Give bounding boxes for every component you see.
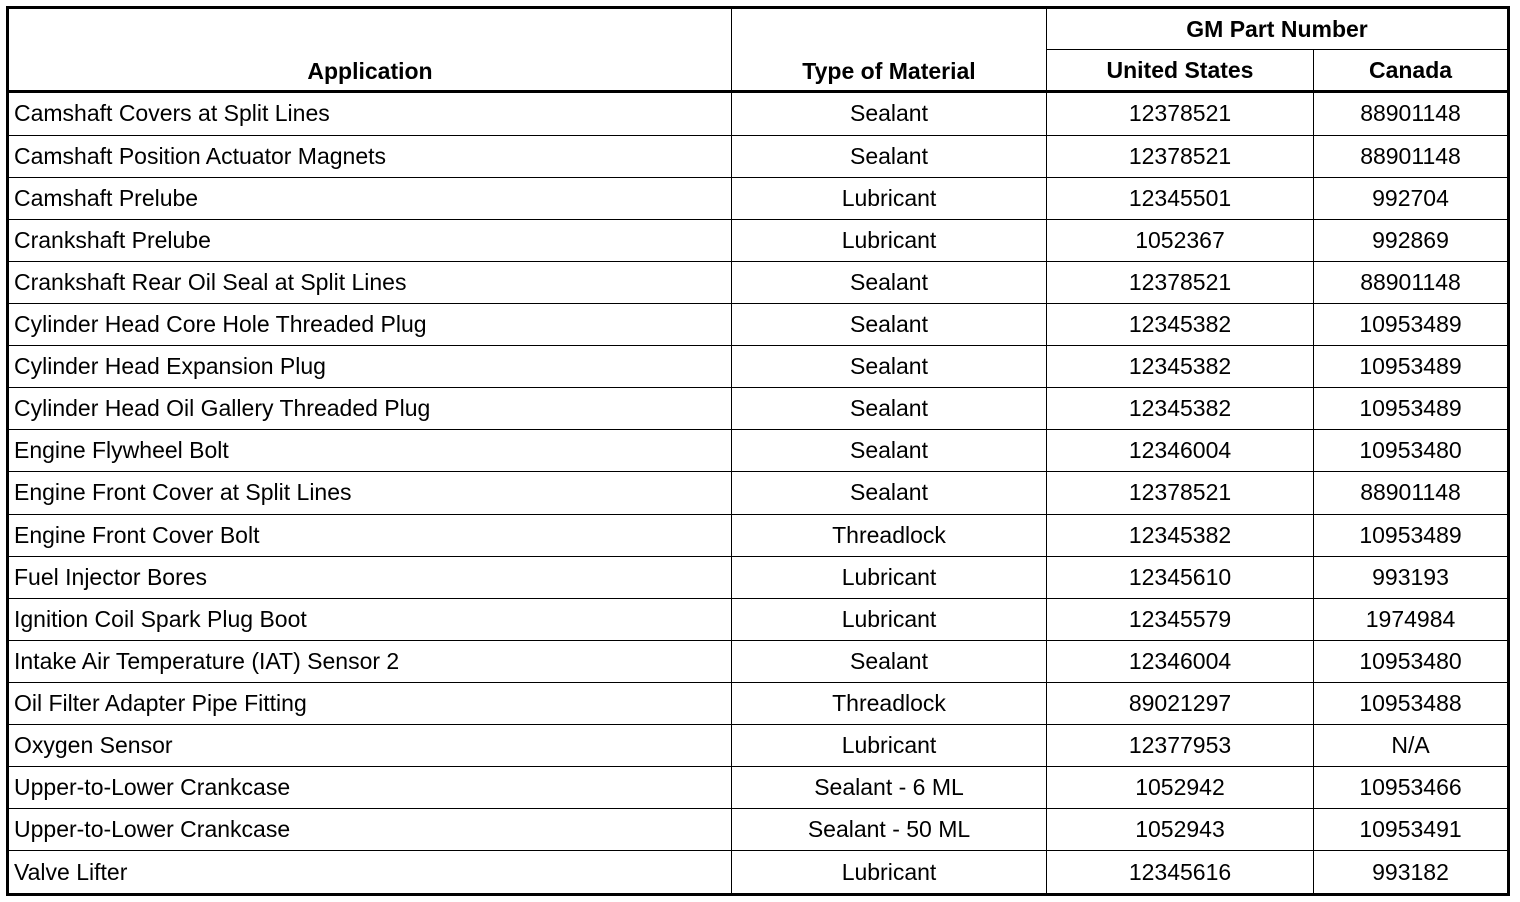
table-row [8,724,1509,766]
table-row [8,304,1509,346]
cell-us-part-number: 12345382 [1047,346,1314,388]
cell-application: Crankshaft Prelube [8,219,732,261]
table-row [8,388,1509,430]
table-row [8,556,1509,598]
cell-canada-part-number: N/A [1314,724,1509,766]
cell-us-part-number: 12345579 [1047,598,1314,640]
cell-us-part-number: 12346004 [1047,640,1314,682]
table-row [8,767,1509,809]
cell-type-of-material: Lubricant [732,851,1047,895]
cell-application: Oil Filter Adapter Pipe Fitting [8,682,732,724]
table-row [8,430,1509,472]
cell-type-of-material: Lubricant [732,177,1047,219]
cell-canada-part-number: 10953491 [1314,809,1509,851]
cell-type-of-material: Sealant [732,262,1047,304]
cell-type-of-material: Sealant [732,388,1047,430]
cell-canada-part-number: 88901148 [1314,472,1509,514]
cell-type-of-material: Sealant - 50 ML [732,809,1047,851]
cell-canada-part-number: 10953480 [1314,430,1509,472]
table-row [8,514,1509,556]
cell-us-part-number: 12345610 [1047,556,1314,598]
cell-canada-part-number: 88901148 [1314,262,1509,304]
cell-type-of-material: Sealant [732,135,1047,177]
cell-application: Engine Front Cover at Split Lines [8,472,732,514]
cell-type-of-material: Sealant - 6 ML [732,767,1047,809]
table-row [8,851,1509,895]
cell-application: Camshaft Covers at Split Lines [8,92,732,136]
sealant-lubricant-table [6,6,1510,896]
cell-us-part-number: 12377953 [1047,724,1314,766]
table-row [8,640,1509,682]
header-type-of-material: Type of Material [732,8,1047,92]
cell-application: Valve Lifter [8,851,732,895]
cell-type-of-material: Sealant [732,472,1047,514]
cell-canada-part-number: 992869 [1314,219,1509,261]
table-row [8,809,1509,851]
cell-type-of-material: Sealant [732,304,1047,346]
cell-application: Camshaft Position Actuator Magnets [8,135,732,177]
cell-us-part-number: 12345501 [1047,177,1314,219]
cell-us-part-number: 1052942 [1047,767,1314,809]
table-row [8,682,1509,724]
cell-canada-part-number: 10953466 [1314,767,1509,809]
header-united-states: United States [1047,50,1314,92]
header-application: Application [8,8,732,92]
cell-type-of-material: Sealant [732,92,1047,136]
table-row [8,177,1509,219]
cell-type-of-material: Sealant [732,346,1047,388]
table-body [8,92,1509,895]
table-row [8,346,1509,388]
header-canada: Canada [1314,50,1509,92]
cell-us-part-number: 12378521 [1047,135,1314,177]
cell-canada-part-number: 88901148 [1314,135,1509,177]
cell-type-of-material: Lubricant [732,556,1047,598]
cell-application: Intake Air Temperature (IAT) Sensor 2 [8,640,732,682]
cell-type-of-material: Threadlock [732,682,1047,724]
cell-application: Oxygen Sensor [8,724,732,766]
cell-us-part-number: 1052943 [1047,809,1314,851]
cell-us-part-number: 12345382 [1047,388,1314,430]
cell-us-part-number: 12345616 [1047,851,1314,895]
cell-type-of-material: Lubricant [732,219,1047,261]
cell-application: Crankshaft Rear Oil Seal at Split Lines [8,262,732,304]
cell-application: Engine Front Cover Bolt [8,514,732,556]
cell-us-part-number: 12378521 [1047,92,1314,136]
header-gm-part-number: GM Part Number [1047,8,1509,50]
cell-canada-part-number: 992704 [1314,177,1509,219]
cell-canada-part-number: 993182 [1314,851,1509,895]
cell-application: Cylinder Head Core Hole Threaded Plug [8,304,732,346]
cell-type-of-material: Sealant [732,430,1047,472]
cell-application: Cylinder Head Oil Gallery Threaded Plug [8,388,732,430]
table-header [8,8,1509,92]
cell-application: Upper-to-Lower Crankcase [8,809,732,851]
cell-canada-part-number: 10953480 [1314,640,1509,682]
cell-canada-part-number: 10953488 [1314,682,1509,724]
cell-canada-part-number: 993193 [1314,556,1509,598]
cell-application: Cylinder Head Expansion Plug [8,346,732,388]
cell-type-of-material: Lubricant [732,598,1047,640]
table-row [8,135,1509,177]
cell-us-part-number: 12346004 [1047,430,1314,472]
cell-canada-part-number: 10953489 [1314,388,1509,430]
cell-application: Upper-to-Lower Crankcase [8,767,732,809]
cell-us-part-number: 12345382 [1047,514,1314,556]
table-row [8,219,1509,261]
cell-application: Camshaft Prelube [8,177,732,219]
cell-us-part-number: 12378521 [1047,472,1314,514]
table-row [8,472,1509,514]
cell-application: Fuel Injector Bores [8,556,732,598]
cell-type-of-material: Threadlock [732,514,1047,556]
cell-us-part-number: 89021297 [1047,682,1314,724]
table-row [8,262,1509,304]
cell-us-part-number: 1052367 [1047,219,1314,261]
table-row [8,92,1509,136]
cell-type-of-material: Lubricant [732,724,1047,766]
cell-application: Engine Flywheel Bolt [8,430,732,472]
cell-us-part-number: 12345382 [1047,304,1314,346]
cell-canada-part-number: 10953489 [1314,304,1509,346]
cell-canada-part-number: 10953489 [1314,346,1509,388]
cell-us-part-number: 12378521 [1047,262,1314,304]
cell-application: Ignition Coil Spark Plug Boot [8,598,732,640]
table-row [8,598,1509,640]
cell-canada-part-number: 10953489 [1314,514,1509,556]
cell-canada-part-number: 88901148 [1314,92,1509,136]
cell-type-of-material: Sealant [732,640,1047,682]
cell-canada-part-number: 1974984 [1314,598,1509,640]
